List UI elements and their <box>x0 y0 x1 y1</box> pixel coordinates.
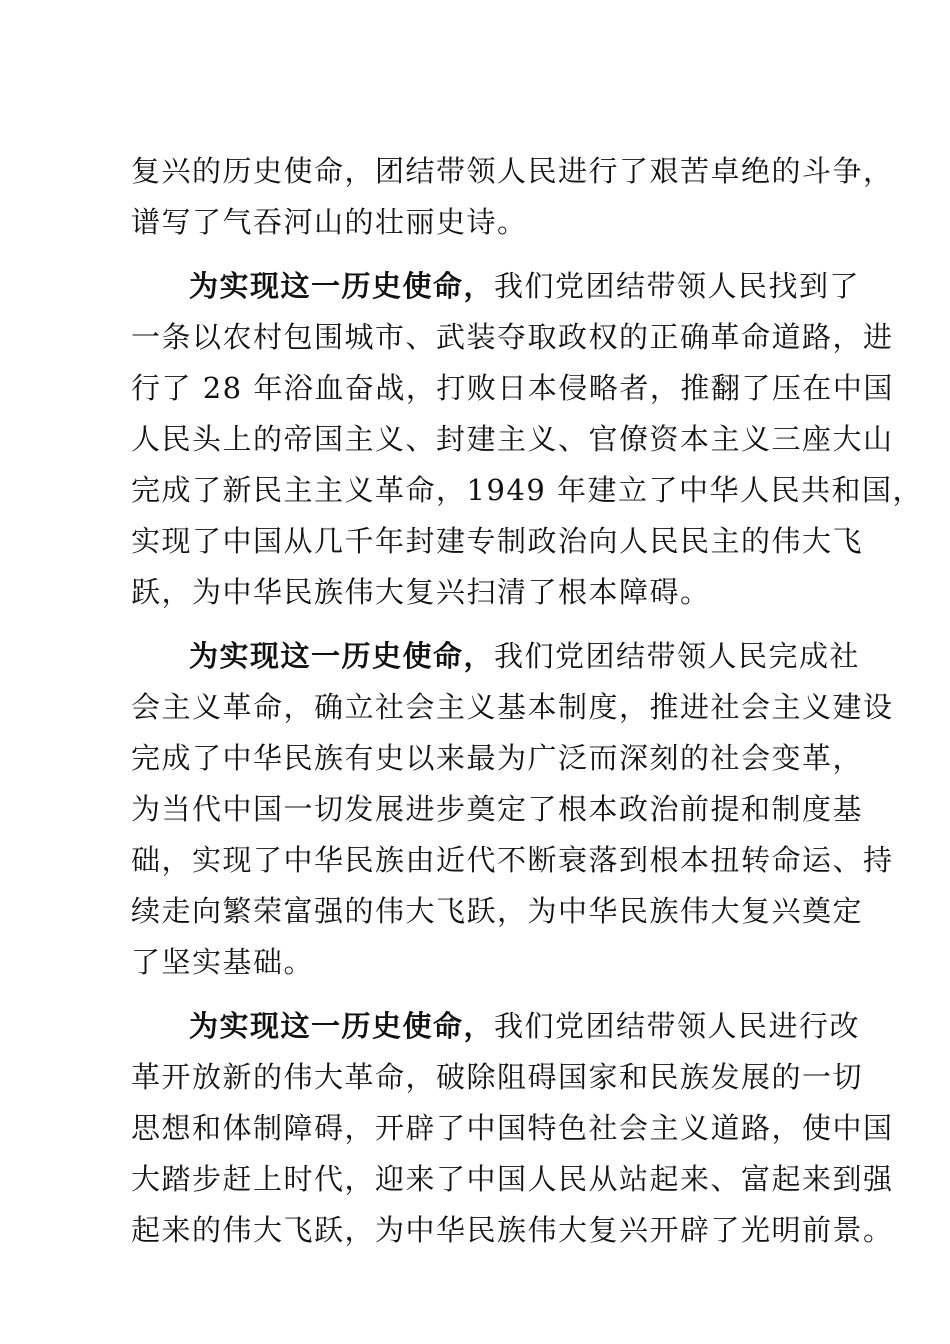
paragraph <box>131 146 894 248</box>
text-line: 大踏步赶上时代，迎来了中国人民从站起来、富起来到强 <box>131 1162 894 1196</box>
text-line: 一条以农村包围城市、武装夺取政权的正确革命道路，进 <box>131 320 894 354</box>
text-line: 会主义革命，确立社会主义基本制度，推进社会主义建设 <box>131 690 894 724</box>
text-line: 人民头上的帝国主义、封建主义、官僚资本主义三座大山 <box>131 422 894 456</box>
text-line: 完成了中华民族有史以来最为广泛而深刻的社会变革， <box>131 741 864 775</box>
text-line: 完成了新民主主义革命，1949 年建立了中华人民共和国， <box>131 473 924 507</box>
text-line: 为当代中国一切发展进步奠定了根本政治前提和制度基 <box>131 792 864 826</box>
text-line: 思想和体制障碍，开辟了中国特色社会主义道路，使中国 <box>131 1111 894 1145</box>
paragraph <box>131 1001 894 1256</box>
text-line: 谱写了气吞河山的壮丽史诗。 <box>131 205 528 239</box>
text-line: 础，实现了中华民族由近代不断衰落到根本扭转命运、持 <box>131 843 894 877</box>
text-line: 了坚实基础。 <box>131 945 315 979</box>
paragraph-lead: 为实现这一历史使命， <box>189 1009 495 1043</box>
text-line <box>131 261 861 312</box>
text-line: 续走向繁荣富强的伟大飞跃，为中华民族伟大复兴奠定 <box>131 894 864 928</box>
paragraph <box>131 631 894 988</box>
text-run: 我们党团结带领人民进行改 <box>494 1009 861 1043</box>
text-line: 行了 28 年浴血奋战，打败日本侵略者，推翻了压在中国 <box>131 371 894 405</box>
text-line: 实现了中国从几千年封建专制政治向人民民主的伟大飞 <box>131 524 864 558</box>
paragraph-lead: 为实现这一历史使命， <box>189 269 495 303</box>
text-line <box>131 631 861 682</box>
text-run: 我们党团结带领人民完成社 <box>494 639 861 673</box>
text-line: 革开放新的伟大革命，破除阻碍国家和民族发展的一切 <box>131 1060 864 1094</box>
document-body <box>131 146 924 1256</box>
text-line: 跃，为中华民族伟大复兴扫清了根本障碍。 <box>131 575 711 609</box>
paragraph <box>131 261 924 618</box>
paragraph-lead: 为实现这一历史使命， <box>189 639 495 673</box>
text-run: 我们党团结带领人民找到了 <box>494 269 861 303</box>
text-line <box>131 1001 861 1052</box>
text-line: 起来的伟大飞跃，为中华民族伟大复兴开辟了光明前景。 <box>131 1213 894 1247</box>
text-line: 复兴的历史使命，团结带领人民进行了艰苦卓绝的斗争， <box>131 154 894 188</box>
